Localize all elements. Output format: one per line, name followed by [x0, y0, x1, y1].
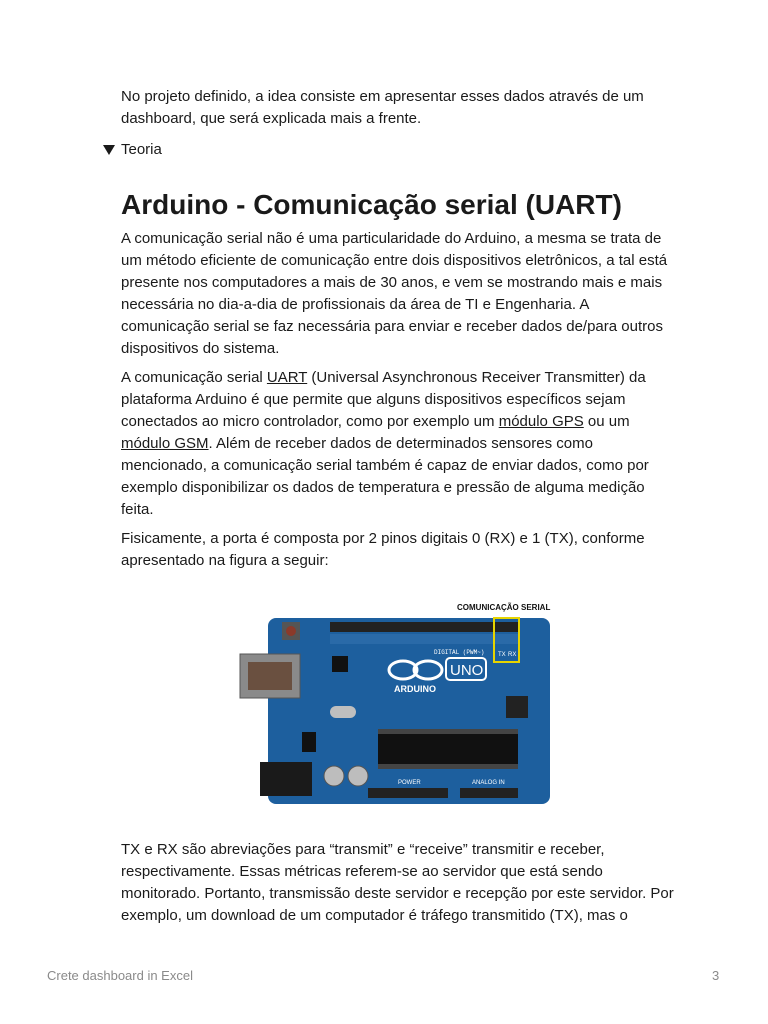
tx-label: TX: [498, 652, 506, 658]
text-span: . Além de receber dados de determinados sensores como mencionado, a comunicação serial também é capaz de enviar dados, como por exemplo disponibilizar os dados de temperatura e pressão de alguma medição feita.: [121, 435, 649, 518]
text-span: A comunicação serial: [121, 369, 267, 386]
arduino-uno-figure: [238, 598, 558, 808]
text-span: ou um: [583, 413, 630, 430]
footer-page-number: 3: [712, 968, 720, 983]
toggle-label: Teoria: [121, 141, 162, 158]
chip-socket-top: [378, 729, 518, 734]
paragraph-1: A comunicação serial não é uma particularidade do Arduino, a mesma se trata de um método eficiente de comunicação entre dois dispositivos eletrônicos, a tal está presente nos computadores a mais de 30 anos, e vem se mostrando mais e mais necessária no dia-a-dia de profissionais da área de TI e Engenharia. A comunicação serial se faz necessária para enviar e receber dados de/para outros dispositivos do sistema.: [121, 230, 668, 357]
reset-button-cap: [286, 626, 296, 636]
atmega-chip: [378, 734, 518, 764]
body-text-continued: [121, 839, 676, 927]
toggle-teoria[interactable]: [103, 139, 162, 161]
triangle-down-icon: [103, 145, 115, 155]
paragraph-2: [121, 367, 676, 521]
digital-labels-strip: [330, 634, 520, 644]
power-jack: [260, 762, 312, 796]
analog-label: ANALOG IN: [472, 780, 505, 786]
usb-port-inner: [248, 662, 292, 690]
power-label: POWER: [398, 780, 421, 786]
text-span: (Universal Asynchronous Receiver Transmitter) da plataforma Arduino é que permite que alguns dispositivos específicos sejam conectados ao micro controlador, como por exemplo um: [121, 369, 646, 430]
icsp-header: [506, 696, 528, 718]
intro-paragraph: No projeto definido, a idea consiste em apresentar esses dados através de um dashboard, que será explicada mais a frente.: [121, 88, 644, 127]
crystal: [330, 706, 356, 718]
link-modulo-gsm[interactable]: módulo GSM: [121, 435, 209, 452]
intro-block: [121, 86, 676, 138]
figure-callout: COMUNICAÇÃO SERIAL: [457, 603, 551, 612]
digital-label: DIGITAL (PWM~): [434, 649, 485, 656]
brand-label: ARDUINO: [394, 684, 436, 694]
model-label: UNO: [450, 662, 484, 679]
section-heading: Arduino - Comunicação serial (UART): [121, 189, 622, 220]
chip-socket-bottom: [378, 764, 518, 769]
paragraph-4: TX e RX são abreviações para “transmit” e “receive” transmitir e receber, respectivamente. Essas métricas referem-se ao servidor que está sendo monitorado. Portanto, transmissão deste servidor e recepção por este servidor. Por exemplo, um download de um computador é tráfego transmitido (TX), mas o: [121, 841, 674, 924]
regulator: [302, 732, 316, 752]
paragraph-3: Fisicamente, a porta é composta por 2 pinos digitais 0 (RX) e 1 (TX), conforme apresentado na figura a seguir:: [121, 530, 645, 569]
capacitor-2: [348, 766, 368, 786]
body-text: [121, 228, 676, 579]
digital-header: [330, 622, 520, 632]
analog-header: [460, 788, 518, 798]
link-uart[interactable]: UART: [266, 369, 308, 386]
capacitor-1: [324, 766, 344, 786]
rx-label: RX: [508, 652, 517, 658]
power-header: [368, 788, 448, 798]
usb-chip: [332, 656, 348, 672]
link-modulo-gps[interactable]: módulo GPS: [498, 413, 584, 430]
footer-title: Crete dashboard in Excel: [47, 968, 193, 983]
